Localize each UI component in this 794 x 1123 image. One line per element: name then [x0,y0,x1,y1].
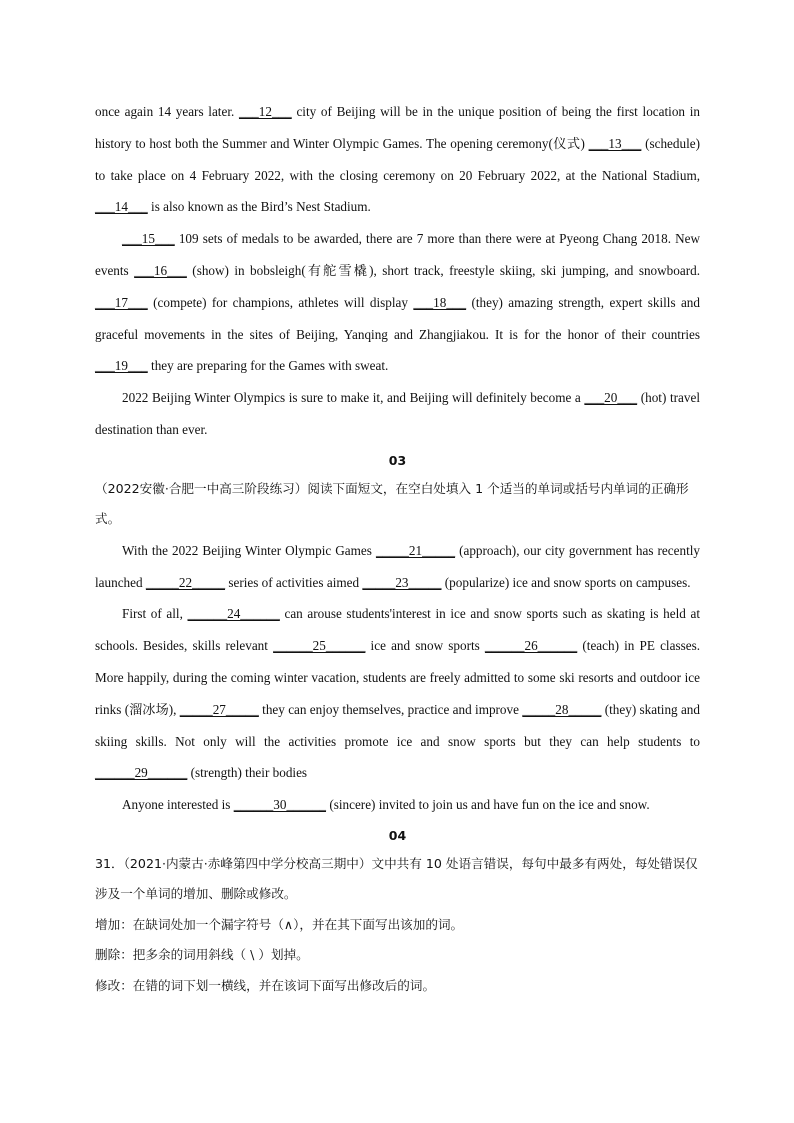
rule-add: 增加：在缺词处加一个漏字符号（∧），并在其下面写出该加的词。 [95,916,464,932]
blank-17[interactable]: ___17___ [95,294,148,310]
section03-paragraph-1 [95,535,700,599]
text: (compete) for champions, athletes will display [147,294,414,310]
text: (they) skating and skiing skills. Not only will the activities promote ice and snow sports but they can help students to [95,701,700,749]
text: (sincere) invited to join us and have fun on the ice and snow. [326,797,650,813]
section-number-03: 03 [388,452,407,468]
blank-15[interactable]: ___15___ [122,231,175,247]
passage2-paragraph-3 [95,382,700,446]
document-page [95,96,700,1001]
text: With the 2022 Beijing Winter Olympic Games [122,542,376,558]
text: they can enjoy themselves, practice and improve [258,701,523,717]
text: 109 sets of medals to be awarded, there are 7 more than there were at Pyeong Chang 2018. New events [95,231,700,278]
text: (show) in bobsleigh(有舵雪橇), short track, freestyle skiing, ski jumping, and snowboard. [186,262,700,278]
rule-modify: 修改：在错的词下划一横线，并在该词下面写出修改后的词。 [95,977,436,993]
text: (schedule) to take place on 4 February 2022, with the closing ceremony on 20 February 2022, at the National Stadium, [95,135,700,183]
text: series of activities aimed [225,574,363,590]
rule-delete: 删除：把多余的词用斜线（ \ ）划掉。 [95,947,309,963]
text: (they) amazing strength, expert skills and graceful movements in the sites of Beijing, Yanqing and Zhangjiakou. It is for the honor of their countries [95,294,700,342]
blank-23[interactable]: _____23_____ [362,574,442,590]
blank-20[interactable]: ___20___ [584,390,638,406]
passage2-paragraph-1 [95,96,700,223]
text: ice and snow sports [365,638,485,654]
blank-13[interactable]: ___13___ [588,135,642,151]
section03-paragraph-2 [95,598,700,789]
text: First of all, [122,606,188,622]
text: (hot) travel destination than ever. [95,390,700,437]
text: 2022 Beijing Winter Olympics is sure to make it, and Beijing will definitely become a [122,390,585,406]
blank-19[interactable]: ___19___ [95,358,148,374]
blank-21[interactable]: _____21_____ [375,542,456,558]
text: (approach), our city government has recently launched [95,542,700,590]
text: city of Beijing will be in the unique position of being the first location in history to host both the Summer and Winter Olympic Games. The opening ceremony(仪式) [95,104,700,151]
text: Anyone interested is [122,797,234,813]
blank-29[interactable]: ______29______ [95,765,188,781]
blank-26[interactable]: ______26______ [484,638,578,654]
section03-paragraph-3 [95,789,700,821]
blank-30[interactable]: ______30______ [233,797,327,813]
blank-14[interactable]: ___14___ [95,199,148,215]
text: they are preparing for the Games with sweat. [147,358,389,374]
section-number-04: 04 [388,827,407,843]
blank-27[interactable]: _____27_____ [179,701,259,717]
text: is also known as the Bird’s Nest Stadium. [147,199,371,215]
blank-18[interactable]: ___18___ [413,294,467,310]
text: can arouse students'interest in ice and snow sports such as skating is held at schools. Besides, skills relevant [95,606,700,654]
section04-instruction: 31．（2021·内蒙古·赤峰第四中学分校高三期中）文中共有 10 处语言错误，每句中最多有两处，每处错误仅涉及一个单词的增加、删除或修改。 [95,855,698,902]
text: (strength) their bodies [187,765,308,781]
text: once again 14 years later. [95,104,239,119]
blank-25[interactable]: ______25______ [273,638,366,654]
passage2-paragraph-2 [95,223,700,382]
blank-24[interactable]: ______24______ [187,606,280,622]
blank-28[interactable]: _____28_____ [522,701,602,717]
blank-22[interactable]: _____22_____ [145,574,226,590]
blank-16[interactable]: ___16___ [134,262,187,278]
section03-instruction: （2022安徽·合肥一中高三阶段练习）阅读下面短文，在空白处填入 1 个适当的单词或括号内单词的正确形式。 [95,480,689,527]
text: (popularize) ice and snow sports on campuses. [441,574,691,590]
text: (teach) in PE classes. More happily, during the coming winter vacation, students are freely admitted to some ski resorts and outdoor ice rinks (溜冰场), [95,638,700,717]
blank-12[interactable]: ___12___ [238,104,292,119]
